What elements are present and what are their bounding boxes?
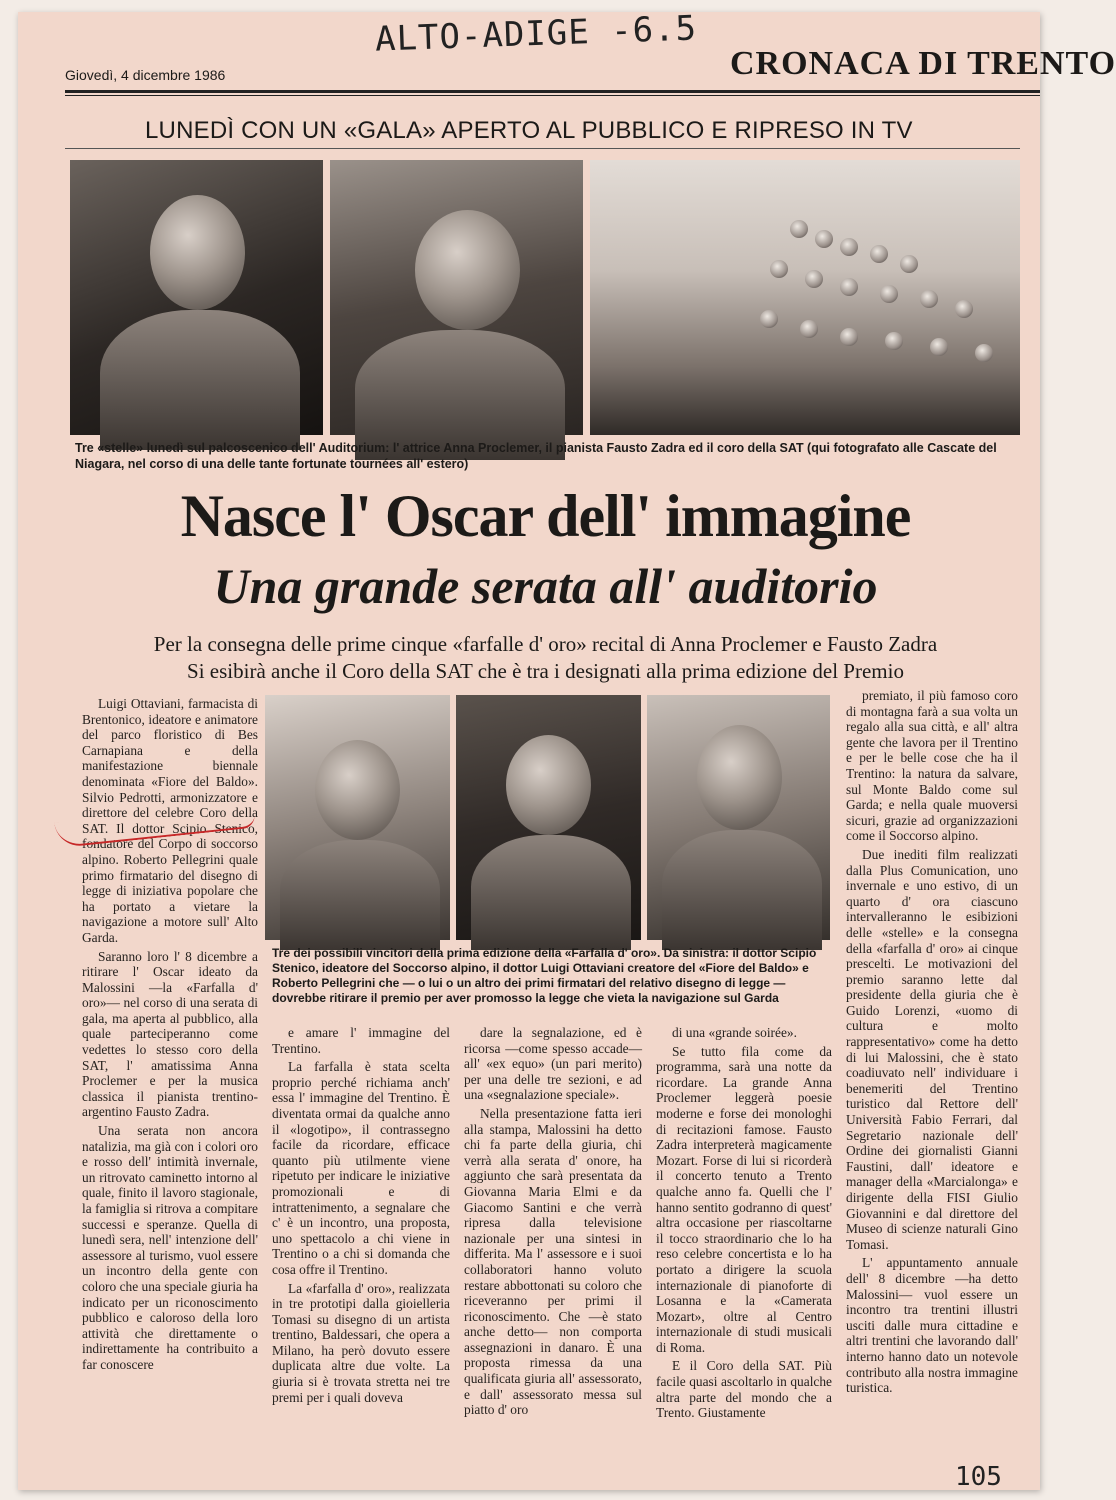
article-column-4 — [656, 1025, 832, 1424]
photo-caption-top: Tre «stelle» lunedì sul palcoscenico dell' Auditorium: l' attrice Anna Proclemer, il pianista Fausto Zadra ed il coro della SAT (qui fotografato alle Cascate del Niagara, nel corso di una delle tante fortunate tournées all' estero) — [75, 441, 997, 471]
article-column-1 — [82, 696, 258, 1376]
paragraph: Luigi Ottaviani, farmacista di Brentonico, ideatore e animatore del parco floristico di Bes Carnapiana e della manifestazione biennale denominata «Fiore del Baldo». Silvio Pedrotti, armonizzatore e direttore del celebre Coro della SAT. Il dottor Scipio Stenico, fondatore del Corpo di soccorso alpino. Roberto Pellegrini quale primo firmatario del disegno di legge di iniziativa popolare che ha portato a vietare la navigazione a motore sull' Alto Garda. — [82, 696, 258, 945]
paragraph: e amare l' immagine del Trentino. — [272, 1025, 450, 1056]
paragraph: La farfalla è stata scelta proprio perché richiama anch' essa l' immagine del Trentino. È diventata ormai da qualche anno il «logotipo», il contrassegno facile da ricordare, efficace quanto più utilmente viene ripetuto per indicare le iniziative promozionali e di intrattenimento, a segnalare che c' è un incontro, una proposta, uno spettacolo a chi viene in Trentino o a chi si domanda che cosa offre il Trentino. — [272, 1059, 450, 1277]
paragraph: Nella presentazione fatta ieri alla stampa, Malossini ha detto chi fa parte della giuria, chi verrà alla serata d' onore, ha aggiunto che sarà presentata da Giovanna Maria Elmi e da Giacomo Santini e che verrà ripresa dalla televisione nazionale per una sintesi in differita. Ma l' assessore e i suoi collaboratori hanno voluto restare abbottonati su coloro che riceveranno per primi il riconoscimento. Che —è stato anche detto— non comporta assegnazioni in danaro. È una proposta rimessa da una qualificata giuria all' assessorato, e dall' assessorato messa sul piatto d' oro — [464, 1105, 642, 1418]
article-column-3 — [464, 1025, 642, 1421]
article-column-5 — [846, 688, 1018, 1399]
paragraph: Se tutto fila come da programma, sarà una notte da ricordare. La grande Anna Proclemer leggerà poesie moderne e forse dei monologhi di recitazioni famose. Fausto Zadra interpreterà magicamente Mozart. Forse di lui si ricorderà il concerto tenuto a Trento qualche anno fa. Quelli che l' hanno sentito godranno di quest' altra occasione per riascoltarne il tocco straordinario che lo ha reso celebre concertista e lo ha portato a dirigere la scuola internazionale di pianoforte di Losanna e la «Camerata Mozart», oltre al Centro internazionale di studi musicali di Roma. — [656, 1043, 832, 1355]
subheadline: Una grande serata all' auditorio — [213, 558, 878, 614]
section-title: CRONACA DI TRENTO — [730, 45, 1116, 82]
headline: Nasce l' Oscar dell' immagine — [180, 483, 911, 549]
paragraph: L' appuntamento annuale dell' 8 dicembre —ha detto Malossini— vuol essere un incontro tra trentini illustri usciti dalle mura cittadine e altri trentini che lavorando dall' interno hanno dato un notevole contributo alla nostra immagine turistica. — [846, 1255, 1018, 1396]
deck-line-2: Si esibirà anche il Coro della SAT che è tra i designati alla prima edizione del Premio — [187, 659, 904, 683]
photo-scipio-stenico — [265, 695, 450, 940]
paragraph: Due inediti film realizzati dalla Plus Comunication, uno invernale e uno estivo, di un quarto d' ora ciascuno intervalleranno le esibizioni delle «stelle» e la consegna della «farfalla d' oro» ai cinque prescelti. Le motivazioni del premio saranno lette dal presidente della giuria che è Guido Lorenzi, «uomo di cultura e molto rappresentativo» come ha detto di lui Malossini, che è stato coadiuvato nell' individuare i benemeriti del Trentino turistico dal Rettore dell' Università Fabio Ferrari, dal Segretario nazionale dell' Ordine dei giornalisti Gianni Faustini, dall' ideatore e manager della «Marcialonga» e dirigente della FISI Giulio Giovannini e dal direttore del Museo di scienze naturali Gino Tomasi. — [846, 846, 1018, 1252]
deck-line-1: Per la consegna delle prime cinque «farfalle d' oro» recital di Anna Proclemer e Fausto Zadra — [153, 632, 938, 656]
photo-luigi-ottaviani — [456, 695, 641, 940]
article-column-2 — [272, 1025, 450, 1408]
paragraph: premiato, il più famoso coro di montagna farà a sua volta un regalo alla sua città, e all' altra gente che lavora per il Trentino e per le belle cose che ha il Trentino: la natura da salvare, sul Monte Baldo come sul Garda; e nella quale muoversi sicuri, grazie ad organizzazioni come il Soccorso alpino. — [846, 688, 1018, 844]
photo-caption-middle: Tre dei possibili vincitori della prima edizione della «Farfalla d' oro». Da sinistra: il dottor Scipio Stenico, ideatore del Soccorso alpino, il dottor Luigi Ottaviani creatore del «Fiore del Baldo» e Roberto Pellegrini che — o lui o un altro dei primi firmatari del relativo disegno di legge — dovrebbe ritirare il premio per aver promosso la legge che vieta la navigazione sul Garda — [272, 946, 817, 1005]
paragraph: Una serata non ancora natalizia, ma già con i colori oro e rosso dell' intimità invernale, un ritrovato caminetto intorno al quale, finito il lavoro stagionale, la famiglia si ritrova a compitare successi e speranze. Quella di lunedì sera, nell' intenzione dell' assessore al turismo, vuol essere un incontro della gente con coloro che una speciale giuria ha indicato per un riconoscimento pubblico e caloroso della loro attività che direttamente o indirettamente ha contribuito a far conoscere — [82, 1123, 258, 1372]
kicker-rule — [65, 148, 1020, 149]
paragraph: Saranno loro l' 8 dicembre a ritirare l' Oscar ideato da Malossini —la «Farfalla d' oro»— nel corso di una serata di gala, ma aperta al pubblico, alla quale parteciperanno come vedettes lo stesso coro della SAT, l' amatissima Anna Proclemer e per la musica classica il pianista trentino-argentino Fausto Zadra. — [82, 948, 258, 1120]
kicker: LUNEDÌ CON UN «GALA» APERTO AL PUBBLICO E RIPRESO IN TV — [145, 117, 913, 144]
handwritten-page-number: 105 — [955, 1462, 1002, 1492]
paragraph: E il Coro della SAT. Più facile quasi ascoltarlo in qualche altra parte del mondo che a Trento. Giustamente — [656, 1358, 832, 1421]
paragraph: dare la segnalazione, ed è ricorsa —come spesso accade— all' «ex equo» (un pari merito) per una delle tre sezioni, e ad una «segnalazione speciale». — [464, 1025, 642, 1103]
photo-roberto-pellegrini — [647, 695, 830, 940]
paragraph: La «farfalla d' oro», realizzata in tre prototipi dalla gioielleria Tomasi su disegno di un artista trentino, Baldessari, che opera a Milano, ha però dovuto essere duplicata altre due volte. La giuria si è trovata stretta nei tre premi per i quali doveva — [272, 1280, 450, 1405]
masthead-rule — [65, 90, 1040, 93]
photo-fausto-zadra — [330, 160, 583, 435]
masthead-rule-thin — [65, 95, 1040, 96]
paragraph: di una «grande soirée». — [672, 1025, 797, 1040]
issue-date: Giovedì, 4 dicembre 1986 — [65, 67, 226, 83]
photo-anna-proclemer — [70, 160, 323, 435]
handwritten-note: ALTO-ADIGE -6.5 — [374, 8, 698, 60]
photo-coro-sat — [590, 160, 1020, 435]
